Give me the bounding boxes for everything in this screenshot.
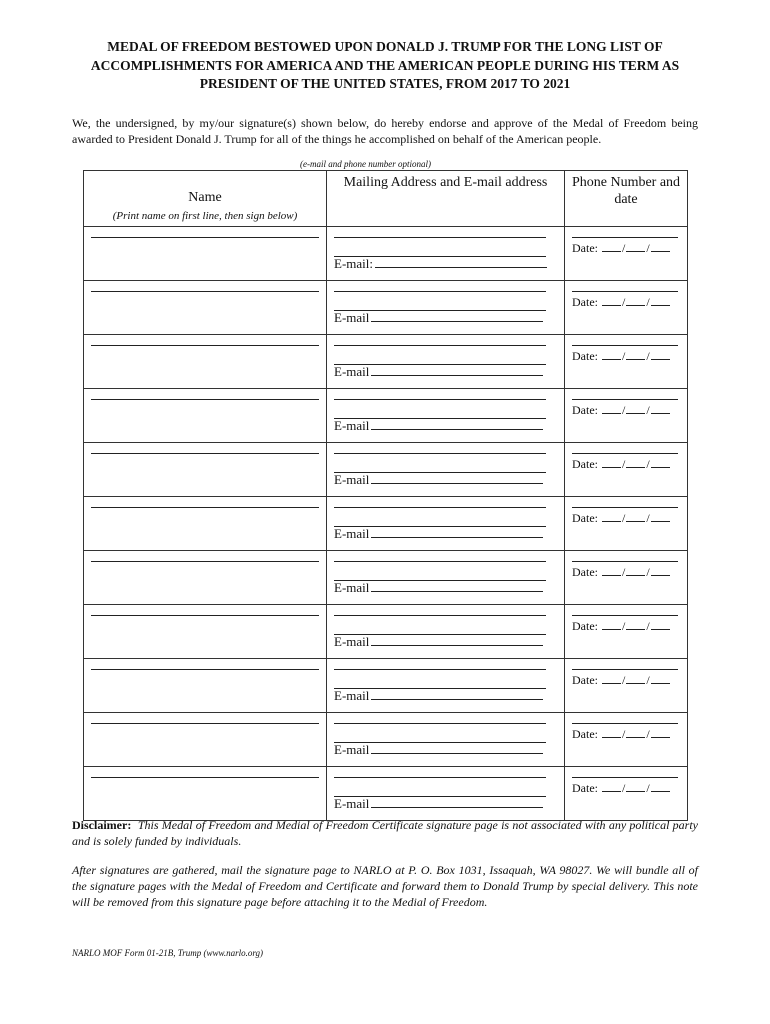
- document-title: MEDAL OF FREEDOM BESTOWED UPON DONALD J. TRUMP FOR THE LONG LIST OF ACCOMPLISHMENTS FOR AMERICA AND THE AMERICAN PEOPLE DURING HIS TERM AS PRESIDENT OF THE UNITED STATES, FROM 2017 TO 2021: [90, 39, 680, 91]
- print-name-line[interactable]: [91, 237, 319, 238]
- name-header-instruction: (Print name on first line, then sign below): [112, 210, 298, 222]
- print-name-line[interactable]: [91, 507, 319, 508]
- date-month-blank[interactable]: [602, 295, 621, 306]
- phone-number-line[interactable]: [572, 723, 678, 724]
- date-label: Date:: [572, 727, 598, 741]
- date-label: Date:: [572, 457, 598, 471]
- disclaimer-label: Disclaimer:: [72, 818, 132, 832]
- name-cell[interactable]: [84, 497, 327, 551]
- table-header-row: [84, 171, 688, 227]
- date-label: Date:: [572, 781, 598, 795]
- disclaimer: [72, 817, 698, 849]
- email-field[interactable]: [334, 633, 543, 650]
- address-line-1[interactable]: [334, 291, 546, 292]
- date-field[interactable]: Date: / /: [572, 565, 671, 580]
- date-month-blank[interactable]: [602, 457, 621, 468]
- date-day-blank[interactable]: [626, 241, 645, 252]
- name-column-header: [84, 171, 327, 227]
- signature-row: [84, 389, 688, 443]
- address-line-1[interactable]: [334, 237, 546, 238]
- signature-row: [84, 497, 688, 551]
- name-cell[interactable]: [84, 227, 327, 281]
- date-field[interactable]: Date: / /: [572, 349, 671, 364]
- date-day-blank[interactable]: [626, 619, 645, 630]
- date-year-blank[interactable]: [651, 619, 670, 630]
- email-label: E-mail: [334, 688, 370, 703]
- address-cell[interactable]: [327, 713, 565, 767]
- date-label: Date:: [572, 619, 598, 633]
- email-label: E-mail: [334, 796, 370, 811]
- email-label: E-mail: [334, 310, 370, 325]
- email-blank[interactable]: [371, 363, 543, 376]
- email-label: E-mail: [334, 634, 370, 649]
- address-line-1[interactable]: [334, 561, 546, 562]
- email-field[interactable]: [334, 417, 543, 434]
- phone-number-line[interactable]: [572, 561, 678, 562]
- print-name-line[interactable]: [91, 615, 319, 616]
- signature-row: [84, 551, 688, 605]
- address-line-1[interactable]: [334, 399, 546, 400]
- email-blank[interactable]: [371, 741, 543, 754]
- date-field[interactable]: Date: / /: [572, 511, 671, 526]
- date-month-blank[interactable]: [602, 781, 621, 792]
- phone-cell[interactable]: [565, 767, 688, 821]
- date-year-blank[interactable]: [651, 781, 670, 792]
- mailing-instructions: After signatures are gathered, mail the signature page to NARLO at P. O. Box 1031, Issaquah, WA 98027. We will bundle all of the signature pages with the Medal of Freedom and Certificate and forward them to Donald Trump by special delivery. This note will be removed from this signature page before attaching it to the Medial of Freedom.: [72, 863, 698, 909]
- address-cell[interactable]: [327, 497, 565, 551]
- email-blank[interactable]: [371, 579, 543, 592]
- email-label: E-mail: [334, 580, 370, 595]
- print-name-line[interactable]: [91, 723, 319, 724]
- date-label: Date:: [572, 241, 598, 255]
- email-label: E-mail:: [334, 256, 373, 271]
- date-year-blank[interactable]: [651, 241, 670, 252]
- phone-number-line[interactable]: [572, 669, 678, 670]
- intro-paragraph: We, the undersigned, by my/our signature(s) shown below, do hereby endorse and approve of the Medal of Freedom being awarded to President Donald J. Trump for all of the things he accomplished on behalf of the American people.: [72, 116, 698, 146]
- date-day-blank[interactable]: [626, 781, 645, 792]
- signature-table: [83, 170, 688, 821]
- address-line-1[interactable]: [334, 345, 546, 346]
- email-label: E-mail: [334, 364, 370, 379]
- print-name-line[interactable]: [91, 291, 319, 292]
- date-day-blank[interactable]: [626, 727, 645, 738]
- address-cell[interactable]: [327, 659, 565, 713]
- date-label: Date:: [572, 511, 598, 525]
- date-field[interactable]: Date: / /: [572, 619, 671, 634]
- signature-rows: [84, 227, 688, 821]
- print-name-line[interactable]: [91, 345, 319, 346]
- email-label: E-mail: [334, 742, 370, 757]
- name-cell[interactable]: [84, 281, 327, 335]
- address-line-1[interactable]: [334, 507, 546, 508]
- date-year-blank[interactable]: [651, 673, 670, 684]
- date-year-blank[interactable]: [651, 565, 670, 576]
- date-label: Date:: [572, 565, 598, 579]
- email-field[interactable]: [334, 255, 547, 272]
- email-label: E-mail: [334, 418, 370, 433]
- date-day-blank[interactable]: [626, 511, 645, 522]
- address-cell[interactable]: [327, 335, 565, 389]
- email-label: E-mail: [334, 526, 370, 541]
- address-line-1[interactable]: [334, 723, 546, 724]
- phone-number-line[interactable]: [572, 399, 678, 400]
- date-field[interactable]: Date: / /: [572, 403, 671, 418]
- print-name-line[interactable]: [91, 669, 319, 670]
- date-month-blank[interactable]: [602, 619, 621, 630]
- date-day-blank[interactable]: [626, 403, 645, 414]
- phone-cell[interactable]: [565, 497, 688, 551]
- email-field[interactable]: [334, 795, 543, 812]
- date-day-blank[interactable]: [626, 457, 645, 468]
- date-day-blank[interactable]: [626, 295, 645, 306]
- name-cell[interactable]: [84, 713, 327, 767]
- date-day-blank[interactable]: [626, 673, 645, 684]
- email-blank[interactable]: [371, 633, 543, 646]
- signature-row: [84, 713, 688, 767]
- name-cell[interactable]: [84, 551, 327, 605]
- phone-cell[interactable]: [565, 659, 688, 713]
- address-cell[interactable]: [327, 605, 565, 659]
- signature-row: [84, 443, 688, 497]
- email-blank[interactable]: [371, 309, 543, 322]
- address-cell[interactable]: [327, 767, 565, 821]
- date-year-blank[interactable]: [651, 727, 670, 738]
- date-year-blank[interactable]: [651, 457, 670, 468]
- email-blank[interactable]: [371, 795, 543, 808]
- phone-number-line[interactable]: [572, 507, 678, 508]
- signature-row: [84, 281, 688, 335]
- name-cell[interactable]: [84, 659, 327, 713]
- address-line-1[interactable]: [334, 669, 546, 670]
- address-cell[interactable]: [327, 551, 565, 605]
- phone-cell[interactable]: [565, 443, 688, 497]
- print-name-line[interactable]: [91, 777, 319, 778]
- print-name-line[interactable]: [91, 561, 319, 562]
- address-cell[interactable]: [327, 227, 565, 281]
- address-line-1[interactable]: [334, 615, 546, 616]
- date-label: Date:: [572, 673, 598, 687]
- date-month-blank[interactable]: [602, 565, 621, 576]
- signature-row: [84, 659, 688, 713]
- date-label: Date:: [572, 349, 598, 363]
- print-name-line[interactable]: [91, 453, 319, 454]
- optional-note: (e-mail and phone number optional): [300, 159, 431, 169]
- address-column-header: Mailing Address and E-mail address: [327, 171, 565, 227]
- phone-number-line[interactable]: [572, 453, 678, 454]
- email-field[interactable]: [334, 471, 543, 488]
- date-year-blank[interactable]: [651, 511, 670, 522]
- email-field[interactable]: [334, 363, 543, 380]
- form-footer: NARLO MOF Form 01-21B, Trump (www.narlo.org): [72, 948, 264, 958]
- email-field[interactable]: [334, 687, 543, 704]
- address-line-1[interactable]: [334, 453, 546, 454]
- address-cell[interactable]: [327, 281, 565, 335]
- email-blank[interactable]: [371, 525, 543, 538]
- email-field[interactable]: [334, 741, 543, 758]
- print-name-line[interactable]: [91, 399, 319, 400]
- date-field[interactable]: Date: / /: [572, 673, 671, 688]
- email-field[interactable]: [334, 309, 543, 326]
- signature-row: [84, 335, 688, 389]
- email-blank[interactable]: [375, 255, 547, 268]
- date-day-blank[interactable]: [626, 565, 645, 576]
- email-field[interactable]: [334, 525, 543, 542]
- email-blank[interactable]: [371, 471, 543, 484]
- address-line-1[interactable]: [334, 777, 546, 778]
- date-field[interactable]: Date: / /: [572, 241, 671, 256]
- date-year-blank[interactable]: [651, 349, 670, 360]
- date-month-blank[interactable]: [602, 241, 621, 252]
- email-blank[interactable]: [371, 417, 543, 430]
- name-header-label: Name: [188, 190, 222, 205]
- phone-number-line[interactable]: [572, 291, 678, 292]
- phone-number-line[interactable]: [572, 237, 678, 238]
- phone-cell[interactable]: [565, 281, 688, 335]
- date-year-blank[interactable]: [651, 403, 670, 414]
- phone-number-line[interactable]: [572, 345, 678, 346]
- email-field[interactable]: [334, 579, 543, 596]
- disclaimer-text: This Medal of Freedom and Medial of Freedom Certificate signature page is not associated with any political party and is solely funded by individuals.: [72, 818, 699, 848]
- name-cell[interactable]: [84, 605, 327, 659]
- address-cell[interactable]: [327, 443, 565, 497]
- name-cell[interactable]: [84, 443, 327, 497]
- name-cell[interactable]: [84, 335, 327, 389]
- phone-cell[interactable]: [565, 605, 688, 659]
- signature-row: [84, 227, 688, 281]
- date-label: Date:: [572, 403, 598, 417]
- date-field[interactable]: Date: / /: [572, 457, 671, 472]
- date-day-blank[interactable]: [626, 349, 645, 360]
- name-cell[interactable]: [84, 767, 327, 821]
- email-blank[interactable]: [371, 687, 543, 700]
- signature-row: [84, 767, 688, 821]
- date-month-blank[interactable]: [602, 349, 621, 360]
- address-cell[interactable]: [327, 389, 565, 443]
- date-field[interactable]: Date: / /: [572, 781, 671, 796]
- date-month-blank[interactable]: [602, 403, 621, 414]
- phone-number-line[interactable]: [572, 615, 678, 616]
- phone-cell[interactable]: [565, 551, 688, 605]
- phone-cell[interactable]: [565, 713, 688, 767]
- name-cell[interactable]: [84, 389, 327, 443]
- email-label: E-mail: [334, 472, 370, 487]
- signature-row: [84, 605, 688, 659]
- date-month-blank[interactable]: [602, 511, 621, 522]
- phone-number-line[interactable]: [572, 777, 678, 778]
- date-month-blank[interactable]: [602, 673, 621, 684]
- phone-cell[interactable]: [565, 389, 688, 443]
- phone-column-header: Phone Number and date: [565, 171, 688, 227]
- phone-cell[interactable]: [565, 227, 688, 281]
- date-month-blank[interactable]: [602, 727, 621, 738]
- phone-cell[interactable]: [565, 335, 688, 389]
- date-field[interactable]: Date: / /: [572, 727, 671, 742]
- date-label: Date:: [572, 295, 598, 309]
- date-year-blank[interactable]: [651, 295, 670, 306]
- date-field[interactable]: Date: / /: [572, 295, 671, 310]
